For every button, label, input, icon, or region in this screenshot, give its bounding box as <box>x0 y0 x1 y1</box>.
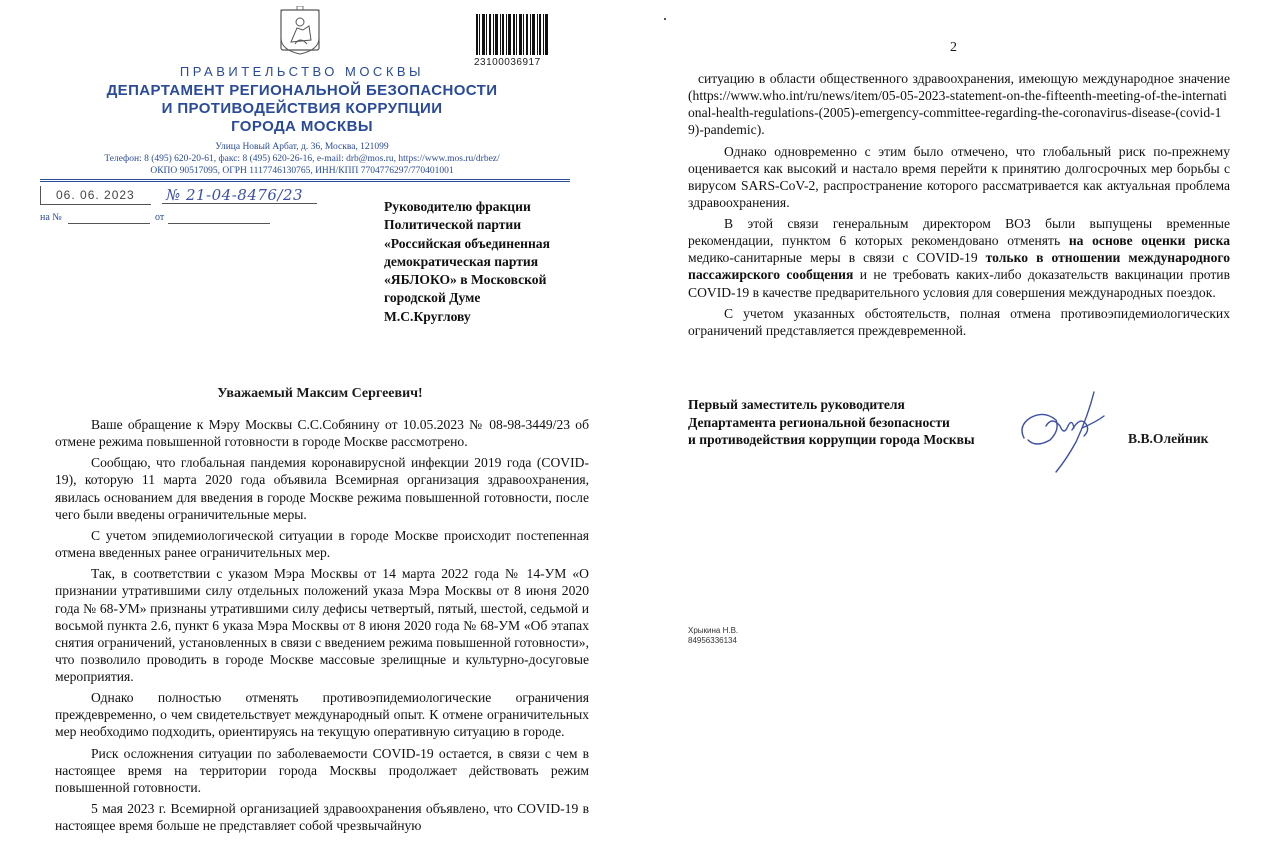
addressee-line: М.С.Круглову <box>384 308 471 324</box>
who-statement-link-text: (https://www.who.int/ru/news/item/05-05-2023-statement-on-the-fifteenth-meeting-of-the-international-health-regulations-(2005)-emergency-committee-regarding-the-coronavirus-disease-(covid-19)-pandemic). <box>688 88 1227 138</box>
reference-date-line <box>168 223 270 224</box>
barcode-icon <box>476 14 548 55</box>
letter-greeting: Уважаемый Максим Сергеевич! <box>217 386 423 401</box>
paragraph: Однако полностью отменять противоэпидемиологические ограничения преждевременно, о чем свидетельствует международный опыт. К отмене ограничительных мер необходимо подходить, ориентируясь на текущую оперативную ситуацию в городе. <box>55 690 589 740</box>
paragraph: 5 мая 2023 г. Всемирной организацией здравоохранения объявлено, что COVID-19 в настоящее время больше не представляет собой чрезвычайную <box>55 801 589 834</box>
department-address: Улица Новый Арбат, д. 36, Москва, 121099 <box>215 142 389 152</box>
signer-title-line: и противодействия коррупции города Москвы <box>688 432 975 448</box>
emphasis-text: только в отношении международного пассажирского сообщения <box>688 250 1230 283</box>
paragraph: Риск осложнения ситуации по заболеваемости COVID-19 остается, в связи с чем в настоящее время на территории города Москвы продолжает действовать режим повышенной готовности. <box>55 745 589 795</box>
paragraph: Однако одновременно с этим было отмечено, что глобальный риск по-прежнему оценивается как высокий и настало время перейти к принятию долгосрочных мер борьбы с вирусом SARS-CoV-2, распространение которого рассматривается как актуальная проблема здравоохранения. <box>688 143 1230 210</box>
barcode-number: 23100036917 <box>474 57 541 68</box>
addressee-line: «ЯБЛОКО» в Московской <box>384 272 547 288</box>
signer-title-line: Первый заместитель руководителя <box>688 397 905 412</box>
header-divider <box>40 179 570 180</box>
addressee-line: городской Думе <box>384 290 481 306</box>
addressee-line: демократическая партия <box>384 253 539 269</box>
executor-phone: 84956336134 <box>688 636 737 645</box>
paragraph: Сообщаю, что глобальная пандемия коронавирусной инфекции 2019 года (COVID-19), которую 11 марта 2020 года объявила Всемирная организация здравоохранения, явилась основанием для введения в городе Москве режима повышенной готовности, после чего были введены ограничительные меры. <box>55 455 589 522</box>
text-run: медико-санитарные меры в связи с COVID-19 <box>688 250 986 266</box>
letter-body <box>55 416 589 838</box>
registration-date: 06. 06. 2023 <box>56 188 135 202</box>
signer-title-line: Департамента региональной безопасности <box>688 414 950 430</box>
header-divider <box>40 181 570 182</box>
executor-name: Хрыкина Н.В. <box>688 626 739 635</box>
paragraph <box>688 215 1230 300</box>
department-name-line-1: ДЕПАРТАМЕНТ РЕГИОНАЛЬНОЙ БЕЗОПАСНОСТИ <box>106 82 498 99</box>
paragraph: Так, в соответствии с указом Мэра Москвы от 14 марта 2022 года № 14-УМ «О признании утратившими силу отдельных положений указа Мэра Москвы от 8 июня 2020 года № 68-УМ» признаны утратившими силу дефисы четвертый, пятый, шестой, седьмой и восьмой пункта 2.6, пункт 6 указа Мэра Москвы от 8 июня 2020 года № 68-УМ «Об этапах снятия ограничений, установленных в связи с введением режима повышенной готовности», что позволило проводить в городе Москве массовые зрелищные и культурно-досуговые мероприятия. <box>55 566 589 684</box>
paragraph: Ваше обращение к Мэру Москвы С.С.Собянину от 10.05.2023 № 08-98-3449/23 об отмене режима повышенной готовности в городе Москве рассмотрено. <box>55 417 589 450</box>
addressee-line: Руководителю фракции <box>384 199 531 214</box>
signer-name: В.В.Олейник <box>1128 431 1209 446</box>
department-contacts: Телефон: 8 (495) 620-20-61, факс: 8 (495) 620-26-16, e-mail: drb@mos.ru, https://www.mos.ru/drbez/ <box>104 154 500 164</box>
moscow-coat-of-arms-icon <box>277 6 323 56</box>
department-codes: ОКПО 90517095, ОГРН 1117746130765, ИНН/КПП 7704776297/770401001 <box>150 166 454 176</box>
continuation-text: ситуацию в области общественного здравоохранения, имеющую международное значение <box>698 71 1230 86</box>
paragraph: С учетом эпидемиологической ситуации в городе Москве происходит постепенная отмена введенных ранее ограничительных мер. <box>55 527 589 561</box>
signer-title <box>688 396 975 449</box>
registration-number: № 21-04-8476/23 <box>166 186 304 204</box>
paragraph: С учетом указанных обстоятельств, полная отмена противоэпидемиологических ограничений представляется преждевременной. <box>688 305 1230 338</box>
government-name: ПРАВИТЕЛЬСТВО МОСКВЫ <box>179 64 425 79</box>
department-name-line-2: И ПРОТИВОДЕЙСТВИЯ КОРРУПЦИИ <box>161 100 443 117</box>
reference-number-label: на № <box>40 212 62 223</box>
department-name-line-3: ГОРОДА МОСКВЫ <box>231 118 373 135</box>
paragraph-continuation <box>688 70 1230 138</box>
letter-page-2 <box>650 0 1280 866</box>
scan-mark <box>664 18 666 20</box>
executor-info <box>688 626 738 646</box>
addressee-block <box>384 198 624 326</box>
page-number: 2 <box>950 40 957 55</box>
addressee-line: Политической партии <box>384 217 522 233</box>
reference-number-line <box>68 223 150 224</box>
emphasis-text: на основе оценки риска <box>1068 233 1230 249</box>
letter-body-continued <box>688 70 1230 343</box>
reference-date-label: от <box>155 212 165 223</box>
handwritten-signature-icon <box>1016 386 1116 476</box>
text-run: и не требовать каких-либо доказательств вакцинации против COVID-19 в качестве предварительного условия для совершения международных поездок. <box>688 267 1231 300</box>
text-run: В этой связи генеральным директором ВОЗ были выпущены временные рекомендации, пунктом 6 которых рекомендовано отменять <box>688 216 1230 249</box>
addressee-line: «Российская объединенная <box>384 235 550 251</box>
